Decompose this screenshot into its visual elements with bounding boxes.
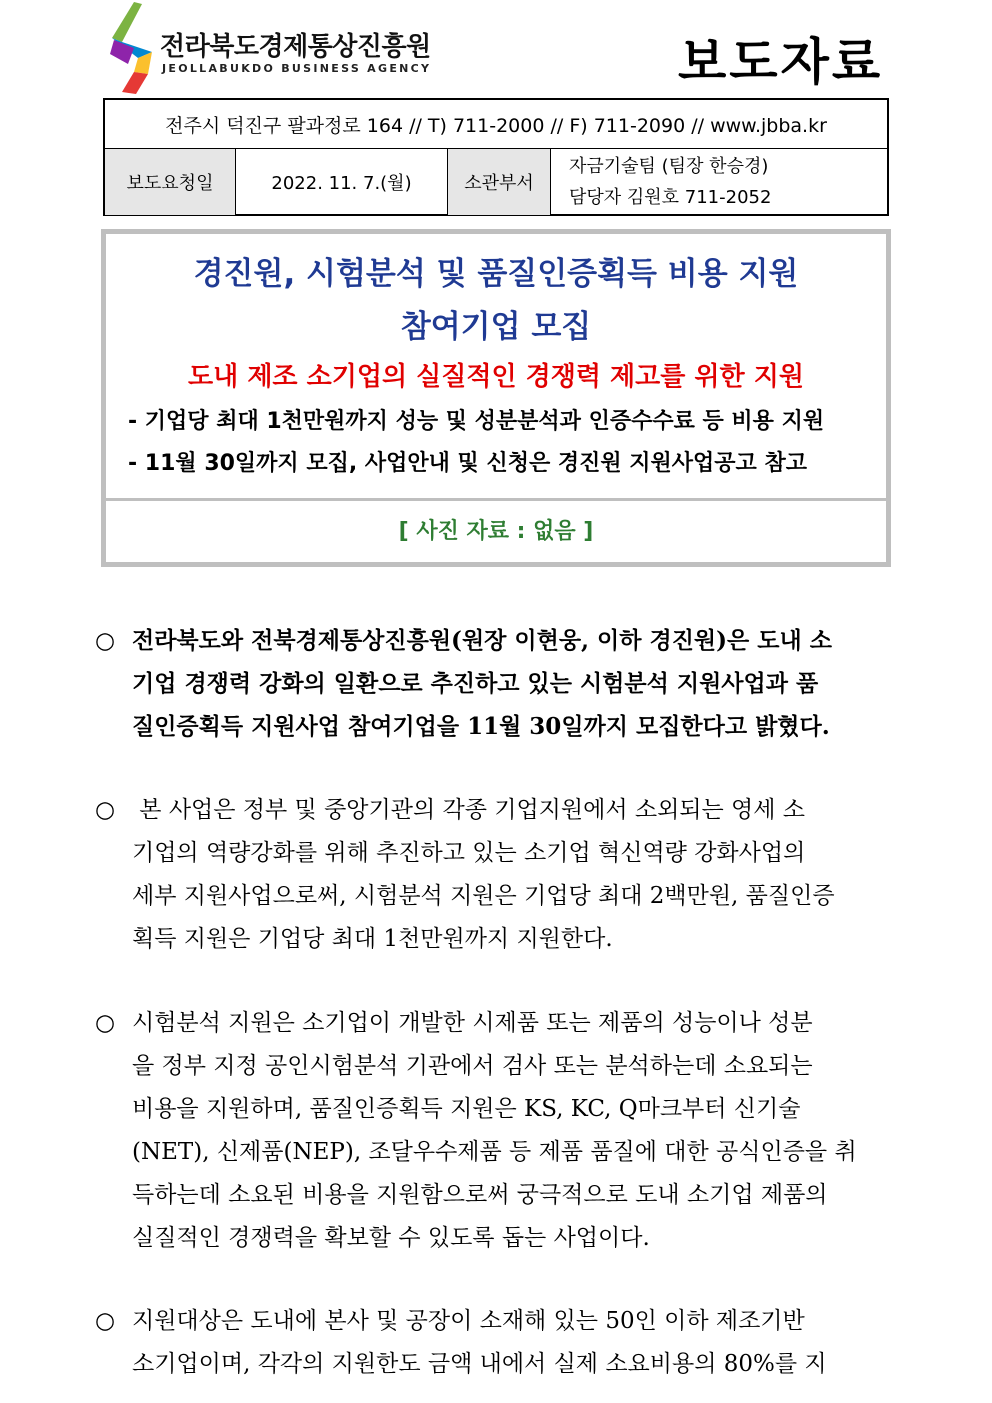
agency-logo-icon: [108, 2, 158, 94]
request-date-label: 보도요청일: [105, 149, 236, 215]
headline-title-line2: 참여기업 모집: [400, 309, 592, 345]
document-type-title: 보도자료: [678, 33, 884, 91]
circle-bullet-icon: ○: [95, 627, 116, 654]
photo-note: [ 사진 자료 : 없음 ]: [398, 519, 594, 544]
body-paragraph: ○ 지원대상은 도내에 본사 및 공장이 소재해 있는 50인 이하 제조기반 소기업이며, 각각의 지원한도 금액 내에서 실제 소요비용의 80%를 지: [95, 1300, 900, 1386]
headline-subtitle: 도내 제조 소기업의 실질적인 경쟁력 제고를 위한 지원: [188, 362, 804, 392]
org-name-english: JEOLLABUKDO BUSINESS AGENCY: [162, 62, 432, 75]
headline-bullet: - 기업당 최대 1천만원까지 성능 및 성분분석과 인증수수료 등 비용 지원: [128, 409, 825, 434]
request-date-value: 2022. 11. 7.(월): [236, 149, 448, 215]
date-dept-row: [105, 149, 887, 215]
body-paragraph: ○ 전라북도와 전북경제통상진흥원(원장 이현웅, 이하 경진원)은 도내 소 기업 경쟁력 강화의 일환으로 추진하고 있는 시험분석 지원사업과 품 질인증획득 지원사업 참여기업을 11월 30일까지 모집한다고 밝혔다.: [95, 619, 900, 748]
department-contact: 담당자 김원호 711-2052: [569, 187, 772, 208]
department-team: 자금기술팀 (팀장 한승경): [569, 156, 769, 177]
body-paragraph: ○ 본 사업은 정부 및 중앙기관의 각종 기업지원에서 소외되는 영세 소 기업의 역량강화를 위해 추진하고 있는 소기업 혁신역량 강화사업의 세부 지원사업으로써, 시험분석 지원은 기업당 최대 2백만원, 품질인증 획득 지원은 기업당 최대 1천만원까지 지원한다.: [95, 789, 900, 961]
department-label: 소관부서: [448, 149, 551, 215]
headline-title-line1: 경진원, 시험분석 및 품질인증획득 비용 지원: [193, 256, 799, 292]
headline-divider: [106, 498, 886, 501]
agency-logo: [108, 2, 432, 94]
headline-box: [101, 229, 891, 567]
address-row: 전주시 덕진구 팔과정로 164 // T) 711-2000 // F) 711-2090 // www.jbba.kr: [105, 100, 887, 149]
department-value: [551, 149, 887, 215]
circle-bullet-icon: ○: [95, 1308, 116, 1334]
body-paragraph: ○ 시험분석 지원은 소기업이 개발한 시제품 또는 제품의 성능이나 성분 을 정부 지정 공인시험분석 기관에서 검사 또는 분석하는데 소요되는 비용을 지원하며, 품질인증획득 지원은 KS, KC, Q마크부터 신기술 (NET), 신제품(NEP), 조달우수제품 등 제품 품질에 대한 공식인증을 취 득하는데 소요된 비용을 지원함으로써 궁극적으로 도내 소기업 제품의 실질적인 경쟁력을 확보할 수 있도록 돕는 사업이다.: [95, 1002, 900, 1260]
circle-bullet-icon: ○: [95, 797, 116, 823]
headline-bullet: - 11월 30일까지 모집, 사업안내 및 신청은 경진원 지원사업공고 참고: [128, 451, 807, 476]
contact-info-table: [103, 98, 889, 216]
org-name: 전라북도경제통상진흥원: [160, 32, 431, 62]
circle-bullet-icon: ○: [95, 1010, 116, 1036]
